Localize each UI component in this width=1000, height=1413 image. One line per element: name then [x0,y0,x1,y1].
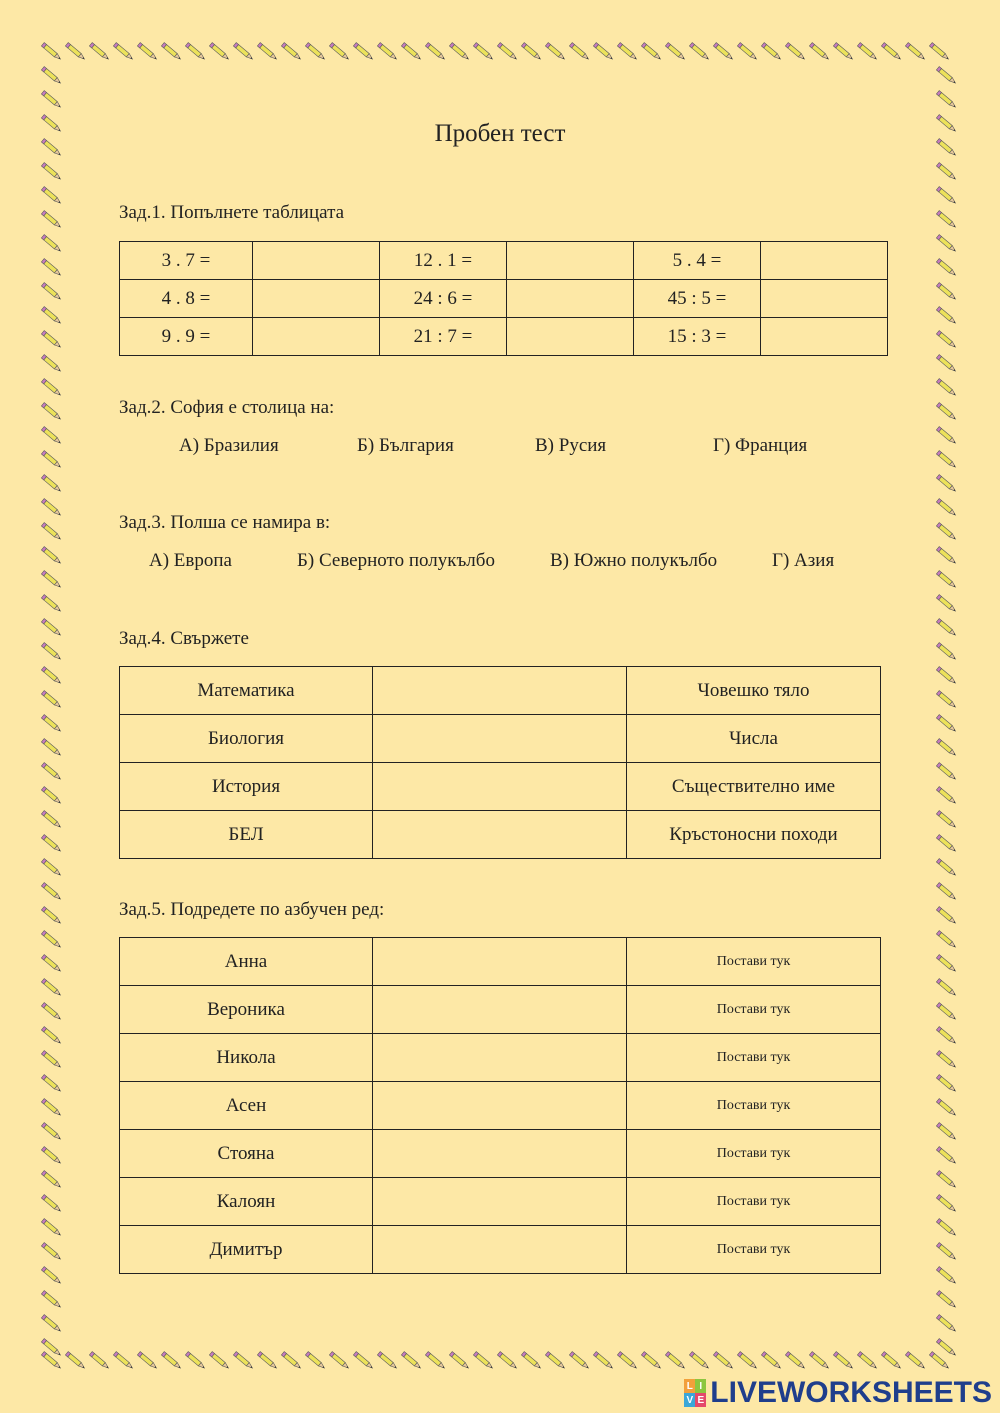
pencil-icon [936,1051,956,1069]
pencil-icon [881,1352,901,1370]
task5-empty-cell [373,986,627,1034]
pencil-icon [761,1352,781,1370]
pencil-icon [41,403,61,421]
pencil-icon [473,43,493,61]
pencil-icon [401,43,421,61]
task1-expression: 12 . 1 = [380,242,507,280]
pencil-icon [689,1352,709,1370]
pencil-icon [737,43,757,61]
task1-title: Зад.1. Попълнете таблицата [119,202,345,223]
pencil-icon [41,523,61,541]
pencil-icon [569,1352,589,1370]
pencil-icon [545,1352,565,1370]
pencil-icon [41,1123,61,1141]
pencil-icon [41,619,61,637]
pencil-icon [905,43,925,61]
pencil-icon [41,1243,61,1261]
pencil-icon [41,67,61,85]
pencil-icon [41,1051,61,1069]
task1-expression: 4 . 8 = [120,280,253,318]
pencil-icon [881,43,901,61]
task3-option-a[interactable]: А) Европа [149,550,232,571]
pencil-icon [41,1147,61,1165]
pencil-icon [353,1352,373,1370]
table-row [120,1178,881,1226]
pencil-icon [41,1003,61,1021]
pencil-icon [936,211,956,229]
pencil-icon [41,667,61,685]
pencil-icon [41,163,61,181]
pencil-icon [41,235,61,253]
pencil-icon [617,1352,637,1370]
pencil-icon [41,259,61,277]
task1-answer-input[interactable] [761,242,888,280]
task5-name[interactable]: Вероника [120,986,373,1034]
pencil-icon [545,43,565,61]
pencil-icon [936,331,956,349]
pencil-icon [41,475,61,493]
pencil-icon [41,307,61,325]
pencil-icon [936,1243,956,1261]
pencil-icon [936,67,956,85]
pencil-icon [257,1352,277,1370]
table-row [120,1082,881,1130]
pencil-icon [41,907,61,925]
pencil-icon [41,595,61,613]
pencil-icon [89,1352,109,1370]
task3-option-b[interactable]: Б) Северното полукълбо [297,550,495,571]
task5-drop-target[interactable]: Постави тук [627,1178,881,1226]
pencil-icon [936,1171,956,1189]
pencil-icon [41,187,61,205]
task1-expression: 21 : 7 = [380,318,507,356]
task3-option-c[interactable]: В) Южно полукълбо [550,550,718,571]
pencil-icon [41,835,61,853]
pencil-icon [377,1352,397,1370]
task4-connect-area[interactable] [373,715,627,763]
pencil-icon [737,1352,757,1370]
pencil-icon [641,1352,661,1370]
pencil-icon [936,1075,956,1093]
pencil-icon [936,1315,956,1333]
table-row [120,715,881,763]
pencil-icon [521,43,541,61]
pencil-icon [936,1147,956,1165]
table-row [120,1130,881,1178]
pencil-icon [936,259,956,277]
pencil-icon [689,43,709,61]
pencil-icon [41,499,61,517]
pencil-icon [936,1267,956,1285]
pencil-icon [785,1352,805,1370]
table-row [120,1226,881,1274]
pencil-icon [936,355,956,373]
table-row [120,811,881,859]
pencil-icon [41,1267,61,1285]
pencil-icon [936,1003,956,1021]
pencil-icon [713,1352,733,1370]
pencil-icon [936,595,956,613]
task1-answer-input[interactable] [761,280,888,318]
pencil-icon [936,523,956,541]
pencil-icon [936,235,956,253]
table-row [120,986,881,1034]
pencil-icon [497,43,517,61]
pencil-icon [41,1315,61,1333]
task4-left-item[interactable]: Биология [120,715,373,763]
task3-title: Зад.3. Полша се намира в: [119,512,331,533]
task4-right-item[interactable]: Кръстоносни походи [627,811,881,859]
pencil-icon [329,1352,349,1370]
pencil-icon [521,1352,541,1370]
pencil-icon [281,43,301,61]
task5-empty-cell [373,1082,627,1130]
task1-table [119,241,888,356]
pencil-icon [936,163,956,181]
pencil-icon [41,931,61,949]
table-row [120,763,881,811]
task1-expression: 15 : 3 = [634,318,761,356]
pencil-icon [41,691,61,709]
task1-answer-input[interactable] [507,242,634,280]
pencil-icon [936,835,956,853]
pencil-icon [857,43,877,61]
pencil-icon [137,1352,157,1370]
task4-left-item[interactable]: Математика [120,667,373,715]
task4-right-item[interactable]: Числа [627,715,881,763]
pencil-icon [593,1352,613,1370]
table-row [120,242,888,280]
pencil-icon [257,43,277,61]
pencil-icon [473,1352,493,1370]
pencil-icon [936,619,956,637]
task5-name[interactable]: Стояна [120,1130,373,1178]
pencil-icon [41,451,61,469]
pencil-icon [617,43,637,61]
task5-name[interactable]: Калоян [120,1178,373,1226]
pencil-icon [936,955,956,973]
pencil-icon [41,1195,61,1213]
pencil-icon [41,211,61,229]
pencil-icon [936,787,956,805]
pencil-icon [936,811,956,829]
pencil-icon [113,43,133,61]
pencil-icon [569,43,589,61]
pencil-icon [936,643,956,661]
pencil-icon [929,43,949,61]
pencil-icon [41,1171,61,1189]
pencil-icon [497,1352,517,1370]
pencil-icon [833,43,853,61]
pencil-icon [65,43,85,61]
pencil-icon [41,859,61,877]
pencil-icon [209,1352,229,1370]
task5-drop-target[interactable]: Постави тук [627,986,881,1034]
table-row [120,938,881,986]
pencil-icon [41,979,61,997]
pencil-icon [936,691,956,709]
pencil-icon [233,43,253,61]
pencil-icon [857,1352,877,1370]
pencil-icon [936,1339,956,1357]
pencil-icon [833,1352,853,1370]
pencil-icon [401,1352,421,1370]
task5-name[interactable]: Димитър [120,1226,373,1274]
pencil-icon [936,1291,956,1309]
pencil-icon [761,43,781,61]
pencil-icon [305,43,325,61]
task4-table [119,666,881,859]
pencil-icon [936,883,956,901]
table-row [120,318,888,356]
task1-answer-input[interactable] [761,318,888,356]
page-title: Пробен тест [434,120,566,147]
pencil-icon [449,43,469,61]
task5-name[interactable]: Анна [120,938,373,986]
task1-expression: 9 . 9 = [120,318,253,356]
task4-right-item[interactable]: Съществително име [627,763,881,811]
pencil-icon [233,1352,253,1370]
task5-name[interactable]: Никола [120,1034,373,1082]
task5-drop-target[interactable]: Постави тук [627,938,881,986]
pencil-icon [65,1352,85,1370]
pencil-icon [185,1352,205,1370]
task5-drop-target[interactable]: Постави тук [627,1082,881,1130]
pencil-icon [353,43,373,61]
task5-empty-cell [373,1178,627,1226]
task1-answer-input[interactable] [253,280,380,318]
pencil-icon [41,1027,61,1045]
pencil-icon [209,43,229,61]
task5-table [119,937,881,1274]
task3-option-d[interactable]: Г) Азия [772,550,835,571]
pencil-icon [41,1352,61,1370]
pencil-icon [936,715,956,733]
pencil-icon [593,43,613,61]
pencil-icon [936,931,956,949]
task5-title: Зад.5. Подредете по азбучен ред: [119,899,385,920]
table-row [120,667,881,715]
task5-name[interactable]: Асен [120,1082,373,1130]
pencil-icon [936,187,956,205]
pencil-icon [936,859,956,877]
pencil-icon [137,43,157,61]
task5-drop-target[interactable]: Постави тук [627,1130,881,1178]
pencil-icon [936,307,956,325]
pencil-icon [41,571,61,589]
pencil-icon [905,1352,925,1370]
pencil-icon [41,91,61,109]
pencil-icon [936,907,956,925]
liveworksheets-brand [684,1376,992,1410]
pencil-icon [936,979,956,997]
pencil-icon [41,1219,61,1237]
table-row [120,1034,881,1082]
pencil-icon [936,379,956,397]
pencil-icon [41,811,61,829]
pencil-icon [425,1352,445,1370]
task4-connect-area[interactable] [373,763,627,811]
pencil-icon [936,1219,956,1237]
task4-connect-area[interactable] [373,811,627,859]
pencil-icon [936,403,956,421]
pencil-icon [41,787,61,805]
pencil-icon [936,427,956,445]
pencil-icon [41,283,61,301]
pencil-icon [41,43,61,61]
task2-option-d[interactable]: Г) Франция [713,435,808,456]
pencil-icon [41,643,61,661]
liveworksheets-logo: L I V E [684,1379,706,1407]
task1-expression: 5 . 4 = [634,242,761,280]
task4-connect-area[interactable] [373,667,627,715]
task1-answer-input[interactable] [253,242,380,280]
pencil-icon [41,547,61,565]
pencil-icon [329,43,349,61]
pencil-icon [425,43,445,61]
pencil-icon [41,955,61,973]
pencil-icon [936,451,956,469]
pencil-icon [161,43,181,61]
pencil-icon [641,43,661,61]
pencil-icon [281,1352,301,1370]
pencil-icon [41,331,61,349]
pencil-icon [377,43,397,61]
pencil-icon [929,1352,949,1370]
pencil-icon [41,427,61,445]
pencil-icon [41,1339,61,1357]
pencil-icon [113,1352,133,1370]
pencil-icon [185,43,205,61]
pencil-icon [41,763,61,781]
pencil-icon [89,43,109,61]
task1-expression: 45 : 5 = [634,280,761,318]
task1-answer-input[interactable] [507,318,634,356]
task4-left-item[interactable]: История [120,763,373,811]
task1-expression: 3 . 7 = [120,242,253,280]
task5-empty-cell [373,1034,627,1082]
pencil-icon [936,475,956,493]
pencil-icon [936,571,956,589]
task2-option-c[interactable]: В) Русия [535,435,607,456]
task5-empty-cell [373,1130,627,1178]
pencil-icon [936,283,956,301]
task1-answer-input[interactable] [507,280,634,318]
task1-answer-input[interactable] [253,318,380,356]
pencil-icon [713,43,733,61]
pencil-icon [665,1352,685,1370]
brand-text: LIVEWORKSHEETS [710,1376,992,1409]
pencil-icon [936,1099,956,1117]
pencil-icon [936,667,956,685]
pencil-icon [161,1352,181,1370]
pencil-icon [41,739,61,757]
task4-right-item[interactable]: Човешко тяло [627,667,881,715]
task2-option-b[interactable]: Б) България [357,435,454,456]
pencil-icon [41,1075,61,1093]
pencil-icon [41,355,61,373]
task5-drop-target[interactable]: Постави тук [627,1034,881,1082]
task2-title: Зад.2. София е столица на: [119,397,335,418]
task1-expression: 24 : 6 = [380,280,507,318]
pencil-icon [936,1123,956,1141]
pencil-icon [41,1291,61,1309]
pencil-icon [936,499,956,517]
pencil-icon [936,739,956,757]
pencil-icon [809,43,829,61]
task5-empty-cell [373,1226,627,1274]
task4-left-item[interactable]: БЕЛ [120,811,373,859]
pencil-icon [936,1027,956,1045]
pencil-icon [41,1099,61,1117]
pencil-icon [305,1352,325,1370]
table-row [120,280,888,318]
task4-title: Зад.4. Свържете [119,628,249,649]
pencil-icon [936,1195,956,1213]
task5-empty-cell [373,938,627,986]
task5-drop-target[interactable]: Постави тук [627,1226,881,1274]
pencil-icon [936,547,956,565]
pencil-icon [809,1352,829,1370]
pencil-icon [41,715,61,733]
pencil-icon [665,43,685,61]
task2-option-a[interactable]: А) Бразилия [179,435,279,456]
pencil-icon [41,883,61,901]
pencil-icon [449,1352,469,1370]
pencil-icon [785,43,805,61]
pencil-icon [936,91,956,109]
pencil-icon [936,763,956,781]
pencil-icon [41,379,61,397]
